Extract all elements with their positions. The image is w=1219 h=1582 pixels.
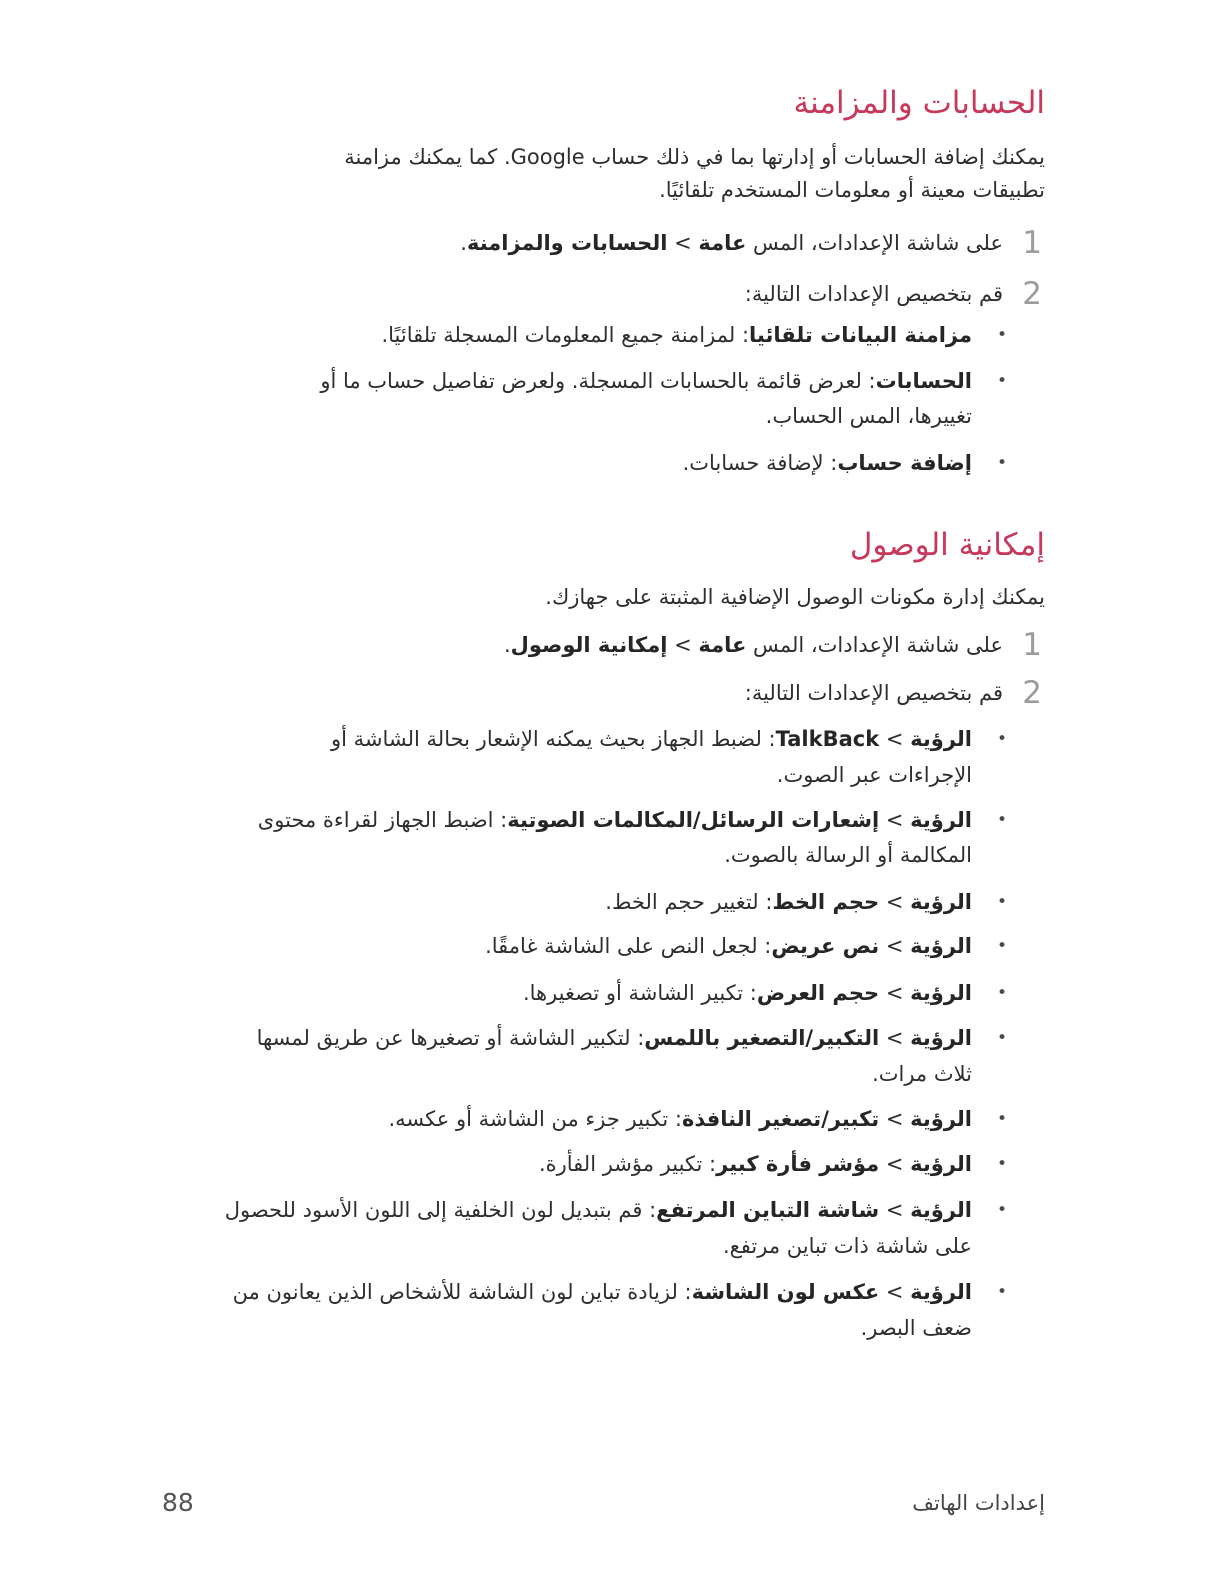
bullet-icon: • — [996, 892, 1007, 912]
option-description: : قم بتبديل لون الخلفية إلى اللون الأسود للحصول — [224, 1198, 657, 1222]
bullet-icon: • — [996, 1109, 1007, 1129]
menu-separator: > — [885, 727, 904, 751]
option-line — [485, 929, 972, 963]
option-description: : لتغيير حجم الخط. — [605, 890, 773, 914]
option-line — [258, 803, 972, 837]
bullet-icon: • — [996, 810, 1007, 830]
step-number: 1 — [1022, 225, 1042, 261]
option-name: نص عريض — [771, 934, 880, 958]
option-description: : لزيادة تباين لون الشاشة للأشخاص الذين يعانون من — [232, 1280, 692, 1304]
bullet-icon: • — [996, 1282, 1007, 1302]
option-name: حجم العرض — [756, 981, 880, 1005]
step-text: قم بتخصيص الإعدادات التالية: — [744, 282, 1003, 306]
option-category: الرؤية — [910, 1152, 972, 1176]
option-line — [523, 976, 972, 1010]
option-description: : تكبير جزء من الشاشة أو عكسه. — [388, 1107, 682, 1131]
option-line — [381, 318, 972, 352]
section-title: الحسابات والمزامنة — [793, 85, 1045, 121]
menu-separator: > — [885, 934, 904, 958]
menu-separator: > — [885, 1026, 904, 1050]
intro-line: تطبيقات معينة أو معلومات المستخدم تلقائيًا. — [659, 178, 1045, 202]
option-line — [539, 1147, 972, 1181]
option-description-continued: الإجراءات عبر الصوت. — [776, 763, 972, 787]
menu-separator: > — [885, 1107, 904, 1131]
bullet-icon: • — [996, 729, 1007, 749]
menu-separator: > — [885, 1280, 904, 1304]
menu-separator: > — [885, 808, 904, 832]
option-line — [320, 364, 972, 398]
option-line — [683, 446, 972, 480]
menu-separator: > — [885, 890, 904, 914]
option-description: : لمزامنة جميع المعلومات المسجلة تلقائيًا. — [381, 323, 750, 347]
menu-separator: > — [885, 1152, 904, 1176]
step-number: 1 — [1022, 627, 1042, 663]
option-name: التكبير/التصغير باللمس — [644, 1026, 880, 1050]
option-name: عكس لون الشاشة — [691, 1280, 880, 1304]
option-name: إضافة حساب — [837, 451, 972, 475]
option-description: : لضبط الجهاز بحيث يمكنه الإشعار بحالة الشاشة أو — [331, 727, 776, 751]
option-description: : لجعل النص على الشاشة غامقًا. — [485, 934, 772, 958]
option-line — [389, 1102, 973, 1136]
option-description: : تكبير مؤشر الفأرة. — [538, 1152, 717, 1176]
bullet-icon: • — [996, 371, 1007, 391]
step-instruction: على شاشة الإعدادات، المس — [753, 231, 1003, 255]
option-category: الرؤية — [910, 1280, 972, 1304]
menu-path-item: عامة — [698, 633, 747, 657]
menu-separator: > — [674, 633, 692, 657]
option-description-continued: ضعف البصر. — [860, 1316, 972, 1340]
option-description-continued: تغييرها، المس الحساب. — [765, 404, 972, 428]
step-text — [504, 628, 1003, 662]
menu-path-item: عامة — [698, 231, 747, 255]
option-name: مؤشر فأرة كبير — [716, 1152, 880, 1176]
step-number: 2 — [1022, 675, 1042, 711]
option-category: الرؤية — [910, 727, 972, 751]
option-name: الحسابات — [875, 369, 972, 393]
step-end: . — [503, 633, 511, 657]
menu-separator: > — [885, 1198, 904, 1222]
option-category: الرؤية — [910, 808, 972, 832]
option-name: إشعارات الرسائل/المكالمات الصوتية — [507, 808, 880, 832]
step-instruction: على شاشة الإعدادات، المس — [753, 633, 1003, 657]
option-line — [605, 885, 972, 919]
bullet-icon: • — [996, 983, 1007, 1003]
step-text — [460, 226, 1003, 260]
menu-separator: > — [674, 231, 692, 255]
option-category: الرؤية — [910, 890, 972, 914]
option-description: : لإضافة حسابات. — [682, 451, 838, 475]
option-description-continued: ثلاث مرات. — [872, 1062, 972, 1086]
option-line — [233, 1275, 972, 1309]
option-description-continued: على شاشة ذات تباين مرتفع. — [722, 1234, 972, 1258]
option-line — [331, 722, 972, 756]
section-title: إمكانية الوصول — [849, 527, 1045, 563]
bullet-icon: • — [996, 1154, 1007, 1174]
step-text: قم بتخصيص الإعدادات التالية: — [744, 681, 1003, 705]
option-description: : لتكبير الشاشة أو تصغيرها عن طريق لمسها — [256, 1026, 645, 1050]
option-description: : تكبير الشاشة أو تصغيرها. — [522, 981, 757, 1005]
option-line — [225, 1193, 972, 1227]
option-category: الرؤية — [910, 1198, 972, 1222]
menu-path-item: الحسابات والمزامنة — [466, 231, 668, 255]
step-end: . — [460, 231, 467, 255]
bullet-icon: • — [996, 453, 1007, 473]
intro-line: يمكنك إدارة مكونات الوصول الإضافية المثبتة على جهازك. — [545, 585, 1045, 609]
option-description: : لعرض قائمة بالحسابات المسجلة. ولعرض تفاصيل حساب ما أو — [320, 369, 876, 393]
bullet-icon: • — [996, 1028, 1007, 1048]
option-name: تكبير/تصغير النافذة — [682, 1107, 880, 1131]
option-description: : اضبط الجهاز لقراءة محتوى — [257, 808, 508, 832]
option-name: مزامنة البيانات تلقائيا — [749, 323, 972, 347]
footer-chapter-title: إعدادات الهاتف — [912, 1491, 1045, 1515]
option-category: الرؤية — [910, 1107, 972, 1131]
option-category: الرؤية — [910, 981, 972, 1005]
option-category: الرؤية — [910, 1026, 972, 1050]
bullet-icon: • — [996, 936, 1007, 956]
option-line — [257, 1021, 972, 1055]
step-number: 2 — [1022, 276, 1042, 312]
option-description-continued: المكالمة أو الرسالة بالصوت. — [724, 843, 972, 867]
bullet-icon: • — [996, 1200, 1007, 1220]
bullet-icon: • — [996, 325, 1007, 345]
option-name: حجم الخط — [772, 890, 880, 914]
option-category: الرؤية — [910, 934, 972, 958]
option-name: شاشة التباين المرتفع — [656, 1198, 880, 1222]
menu-path-item: إمكانية الوصول — [510, 633, 668, 657]
intro-line: يمكنك إضافة الحسابات أو إدارتها بما في ذلك حساب Google. كما يمكنك مزامنة — [344, 145, 1045, 169]
menu-separator: > — [885, 981, 904, 1005]
page-number: 88 — [162, 1488, 194, 1517]
option-name: TalkBack — [775, 727, 880, 751]
